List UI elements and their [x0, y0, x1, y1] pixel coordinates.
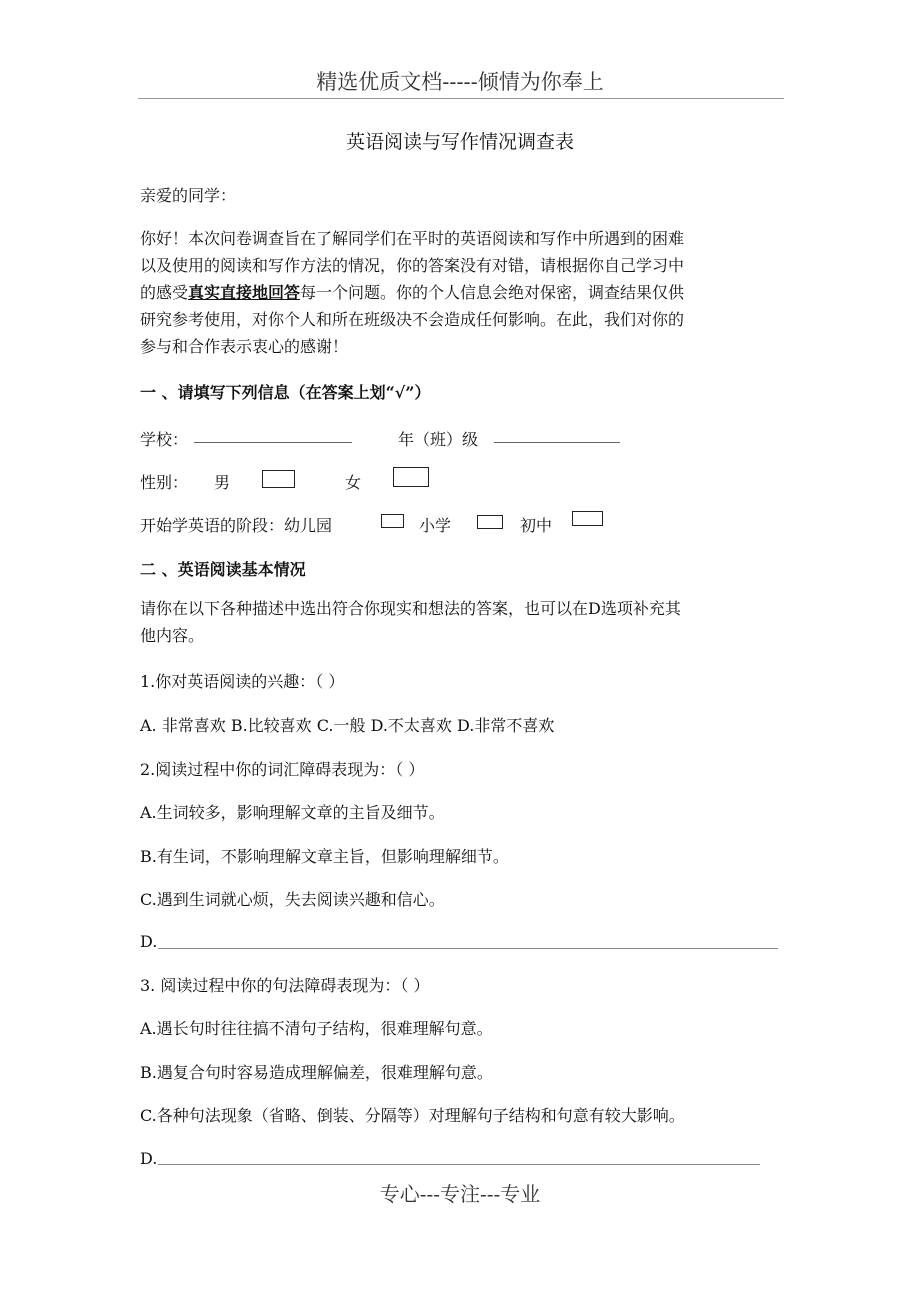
junior-label: 初中: [520, 516, 553, 535]
intro-line-5: 参与和合作表示衷心的感谢！: [140, 337, 349, 356]
gender-label: 性别：: [140, 473, 189, 492]
q2-question: 2.阅读过程中你的词汇障碍表现为：（ ）: [140, 760, 425, 779]
q3-option-d: D.: [140, 1149, 158, 1168]
header-divider: [138, 98, 784, 99]
greeting: 亲爱的同学：: [140, 186, 237, 205]
intro-paragraph: [140, 225, 780, 360]
q2-option-b: B.有生词，不影响理解文章主旨，但影响理解细节。: [140, 847, 509, 866]
section2-instructions: [140, 595, 780, 649]
primary-label: 小学: [419, 516, 452, 535]
junior-checkbox[interactable]: [572, 511, 603, 526]
q2-option-a: A.生词较多，影响理解文章的主旨及细节。: [140, 803, 445, 822]
male-label: 男: [214, 473, 231, 492]
male-checkbox[interactable]: [262, 470, 295, 488]
grade-label: 年（班）级: [398, 430, 479, 449]
q1-options: A. 非常喜欢 B.比较喜欢 C.一般 D.不太喜欢 D.非常不喜欢: [140, 716, 555, 735]
female-label: 女: [345, 473, 362, 492]
q3-option-b: B.遇复合句时容易造成理解偏差，很难理解句意。: [140, 1063, 493, 1082]
intro-line-3: [140, 279, 780, 306]
instr-line-2: 他内容。: [140, 626, 205, 645]
stage-label: 开始学英语的阶段：幼儿园: [140, 516, 333, 535]
female-checkbox[interactable]: [393, 467, 429, 487]
q3-question: 3. 阅读过程中你的句法障碍表现为：（ ）: [140, 976, 430, 995]
q3-option-d-blank[interactable]: [158, 1164, 760, 1165]
school-input[interactable]: [194, 428, 352, 443]
school-label: 学校：: [140, 430, 189, 449]
kindergarten-checkbox[interactable]: [381, 514, 404, 528]
q2-option-d-blank[interactable]: [158, 948, 778, 949]
section2-heading: 二 、英语阅读基本情况: [140, 560, 306, 579]
q3-option-a: A.遇长句时往往搞不清句子结构，很难理解句意。: [140, 1019, 493, 1038]
intro-line-4: 研究参考使用，对你个人和所在班级决不会造成任何影响。在此，我们对你的: [140, 310, 685, 329]
page-header: 精选优质文档-----倾情为你奉上: [316, 70, 604, 94]
instr-line-1: 请你在以下各种描述中选出符合你现实和想法的答案，也可以在D选项补充其: [140, 599, 681, 618]
q3-option-c: C.各种句法现象（省略、倒装、分隔等）对理解句子结构和句意有较大影响。: [140, 1106, 685, 1125]
intro-line-2: 以及使用的阅读和写作方法的情况，你的答案没有对错，请根据你自己学习中: [140, 256, 685, 275]
primary-checkbox[interactable]: [477, 515, 503, 529]
intro-line-1: 你好！本次问卷调查旨在了解同学们在平时的英语阅读和写作中所遇到的困难: [140, 229, 685, 248]
intro-line-3-pre: 的感受: [140, 283, 189, 302]
intro-line-3-post: 每一个问题。你的个人信息会绝对保密，调查结果仅供: [300, 283, 685, 302]
emphasis-text: 真实直接地回答: [188, 283, 301, 302]
section1-heading: 一 、请填写下列信息（在答案上划“√”）: [140, 383, 431, 402]
q2-option-d: D.: [140, 932, 158, 951]
q2-option-c: C.遇到生词就心烦，失去阅读兴趣和信心。: [140, 890, 445, 909]
grade-input[interactable]: [494, 428, 620, 443]
document-title: 英语阅读与写作情况调查表: [345, 131, 574, 153]
q1-question: 1.你对英语阅读的兴趣：（ ）: [140, 672, 345, 691]
page-footer: 专心---专注---专业: [379, 1182, 541, 1206]
